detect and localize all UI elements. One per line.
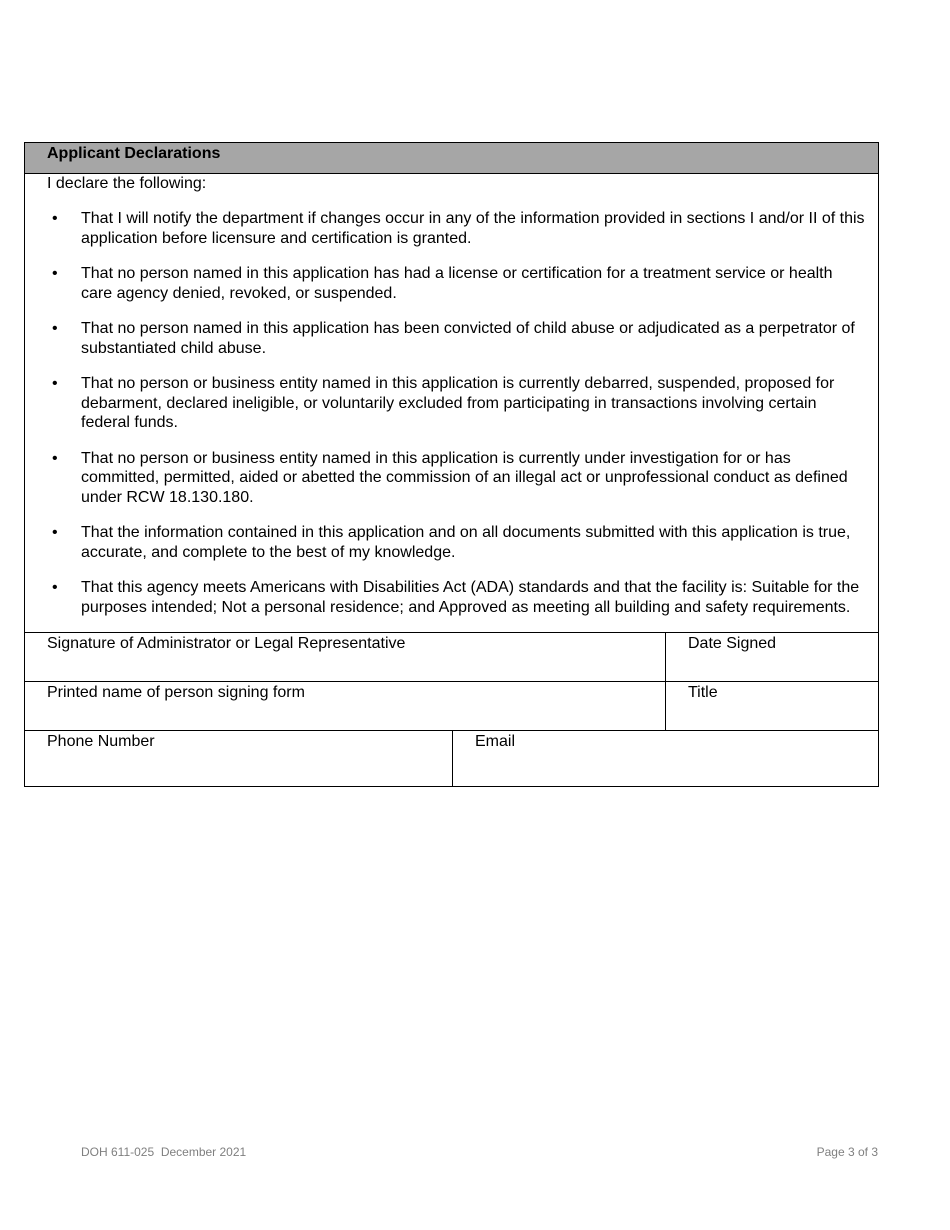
bullet-icon: •	[52, 579, 58, 596]
declaration-text: That no person or business entity named in this application is currently debarred, suspended, proposed for debarment, declared ineligible, or voluntarily excluded from participating in transactions involving certain federal funds.	[81, 375, 835, 431]
bullet-icon: •	[52, 449, 58, 467]
declaration-list	[25, 193, 878, 632]
applicant-declarations-form	[24, 142, 879, 787]
bullet-icon: •	[52, 320, 58, 337]
section-header: Applicant Declarations	[25, 143, 878, 174]
declaration-item	[25, 578, 868, 617]
declaration-text: That this agency meets Americans with Disabilities Act (ADA) standards and that the facility is: Suitable for the purposes intended; Not a personal residence; and Approved as meeting all building and safety requirements.	[81, 579, 860, 616]
contact-row	[25, 730, 878, 786]
printed-name-field[interactable]	[25, 682, 666, 730]
page-number-footer: Page 3 of 3	[816, 1145, 878, 1159]
declaration-item	[25, 209, 868, 248]
declaration-item	[25, 374, 868, 433]
printed-name-row	[25, 681, 878, 730]
form-id-footer: DOH 611-025 December 2021	[81, 1145, 247, 1159]
declaration-text: That no person or business entity named in this application is currently under investigation for or has committed, permitted, aided or abetted the commission of an illegal act or unprofessional conduct as defined under RCW 18.130.180.	[81, 449, 848, 506]
bullet-icon: •	[52, 265, 58, 282]
phone-number-label: Phone Number	[47, 733, 155, 750]
bullet-icon: •	[52, 210, 58, 227]
signature-label: Signature of Administrator or Legal Representative	[47, 635, 406, 652]
date-signed-label: Date Signed	[688, 635, 777, 652]
phone-number-field[interactable]	[25, 731, 453, 786]
email-label: Email	[475, 733, 516, 750]
signature-row	[25, 632, 878, 681]
declaration-text: That I will notify the department if changes occur in any of the information provided in sections I and/or II of this application before licensure and certification is granted.	[81, 210, 865, 247]
declaration-item	[25, 449, 868, 508]
intro-text: I declare the following:	[47, 175, 207, 192]
title-field[interactable]	[666, 682, 878, 730]
declaration-text: That no person named in this application has been convicted of child abuse or adjudicated as a perpetrator of substantiated child abuse.	[81, 320, 855, 357]
declaration-text: That the information contained in this application and on all documents submitted with this application is true, accurate, and complete to the best of my knowledge.	[81, 524, 851, 561]
declaration-item	[25, 523, 868, 562]
date-signed-field[interactable]	[666, 633, 878, 681]
email-field[interactable]	[453, 731, 878, 786]
printed-name-label: Printed name of person signing form	[47, 684, 305, 701]
declaration-item	[25, 264, 868, 303]
declaration-item	[25, 319, 868, 358]
declaration-text: That no person named in this application has had a license or certification for a treatment service or health care agency denied, revoked, or suspended.	[81, 265, 833, 302]
bullet-icon: •	[52, 524, 58, 541]
title-label: Title	[688, 684, 718, 701]
signature-field[interactable]	[25, 633, 666, 681]
bullet-icon: •	[52, 375, 58, 392]
